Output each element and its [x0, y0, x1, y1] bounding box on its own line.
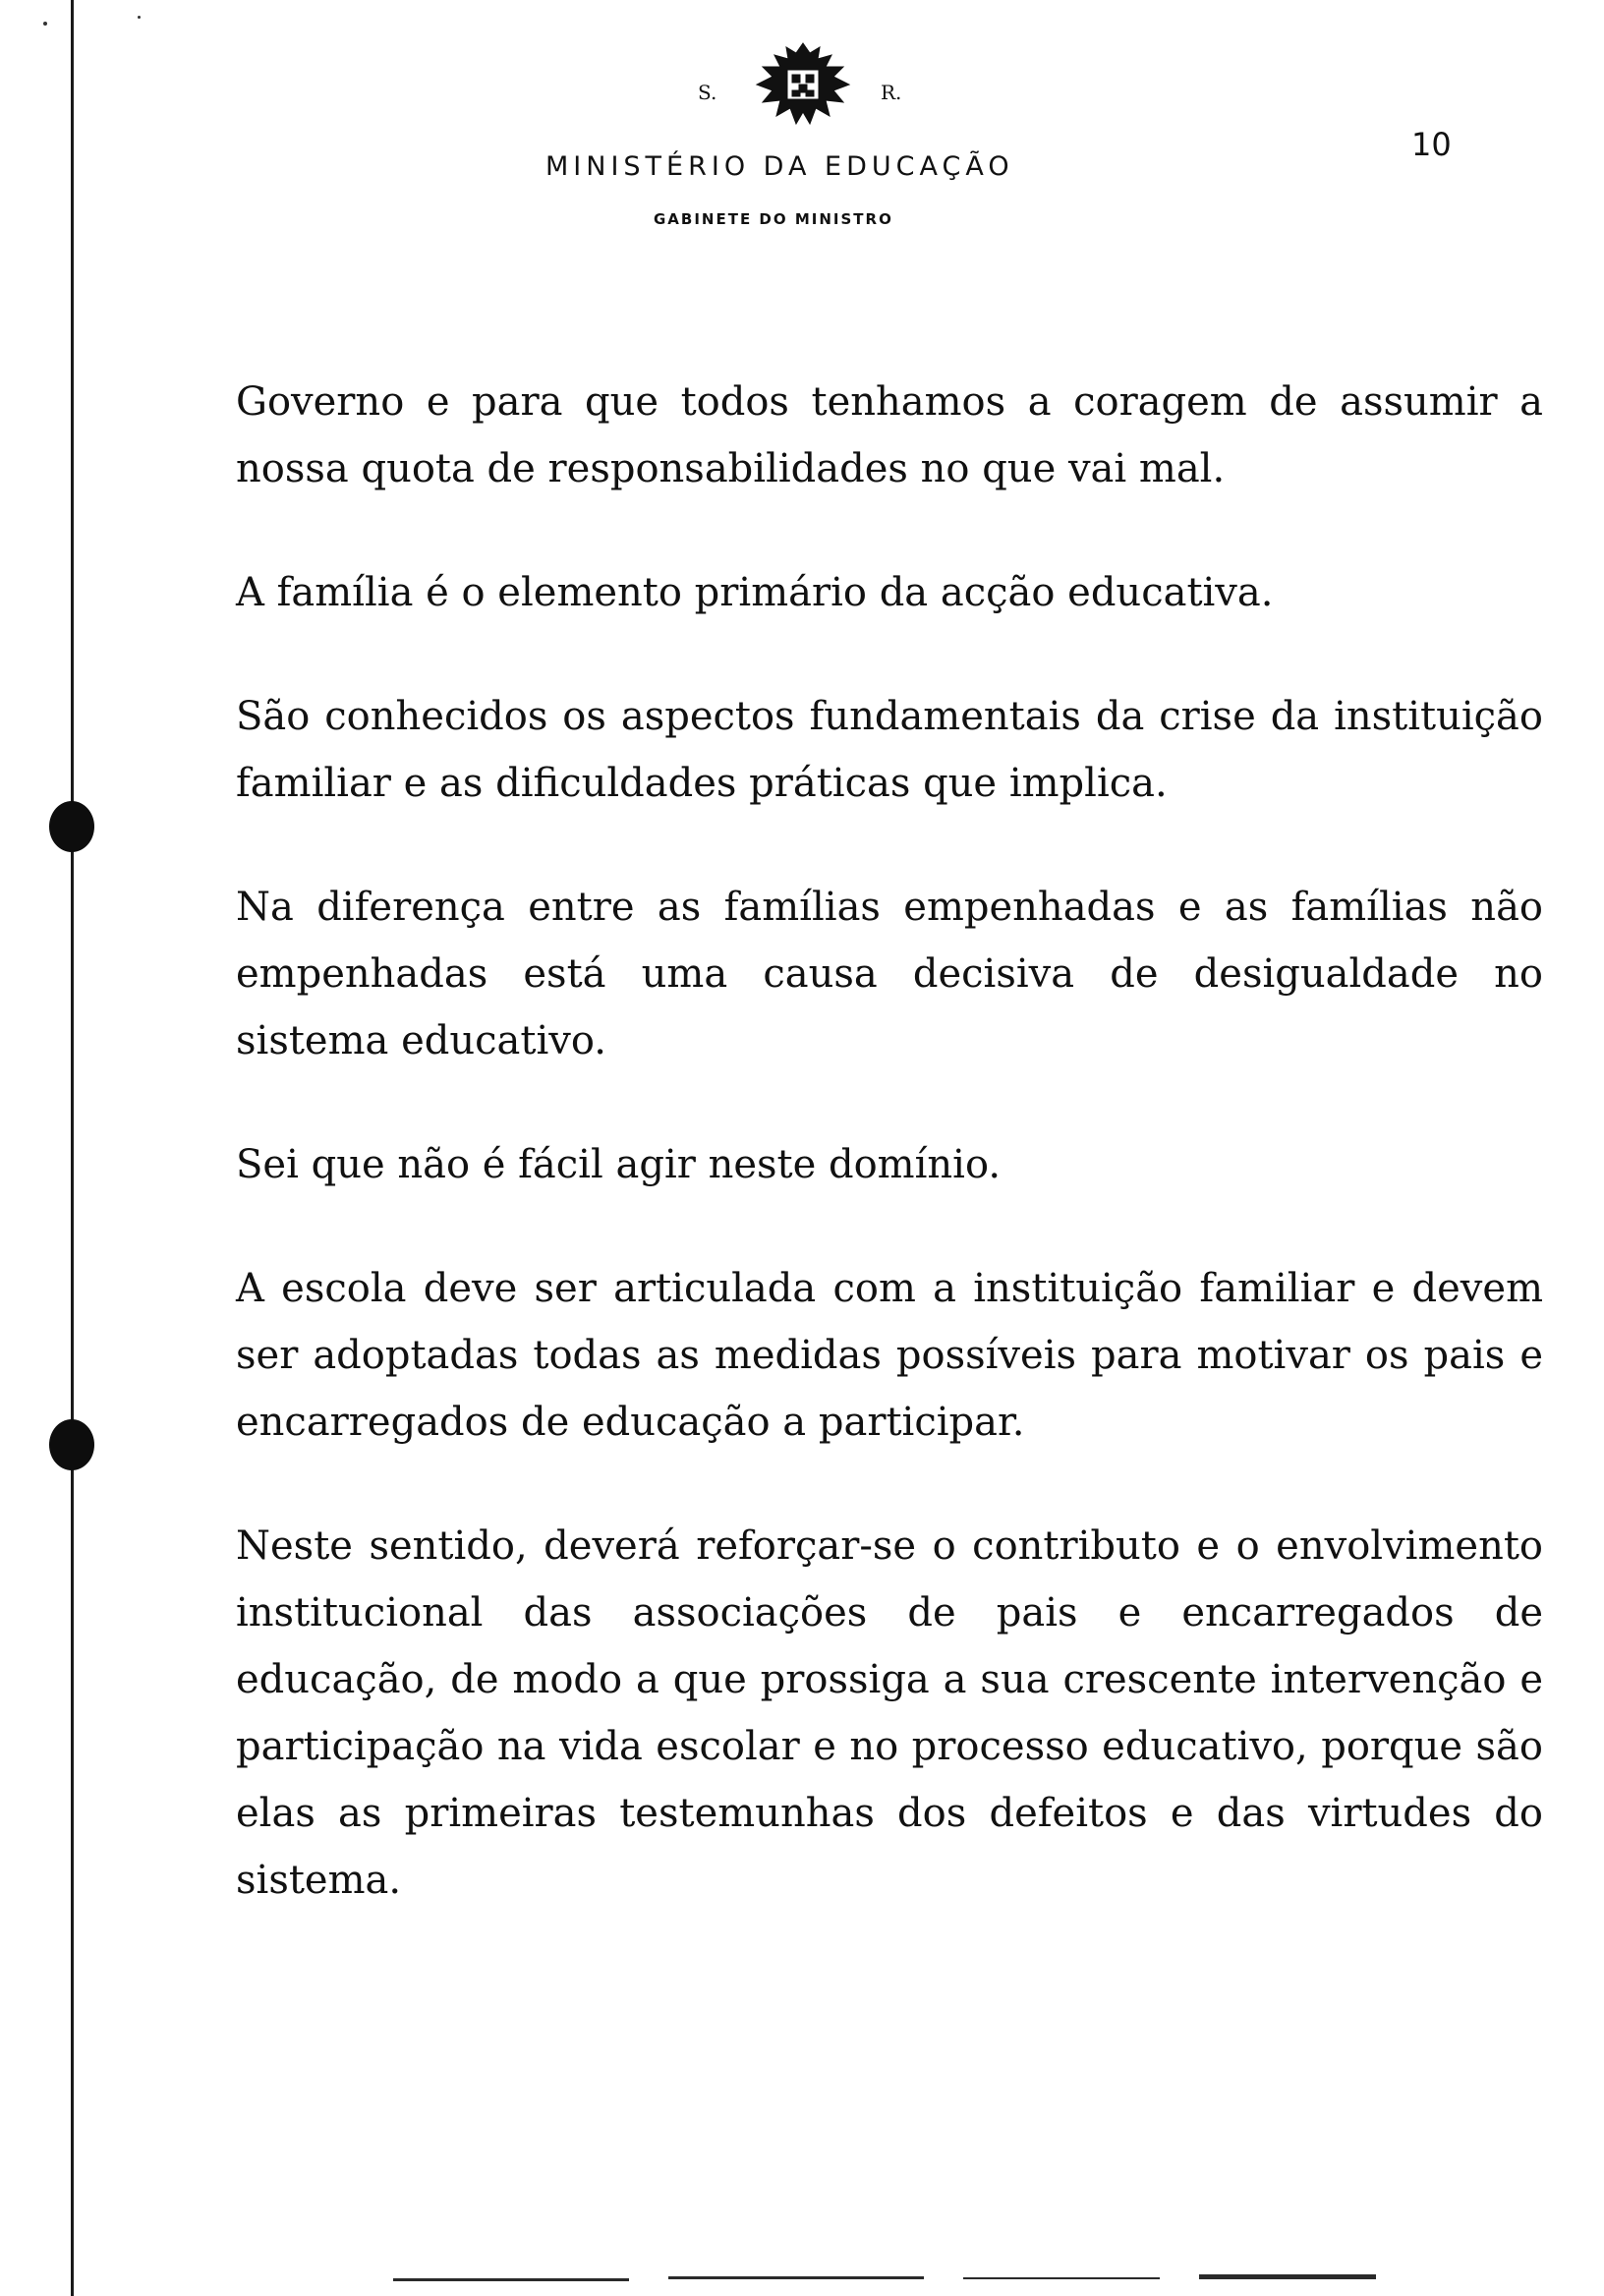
body-text [236, 369, 1543, 1971]
seal-letter-right: R. [881, 81, 902, 104]
ministry-title: MINISTÉRIO DA EDUCAÇÃO [545, 151, 1014, 182]
cabinet-subtitle: GABINETE DO MINISTRO [654, 210, 893, 228]
paragraph: São conhecidos os aspectos fundamentais da crise da instituição familiar e as dificuldades práticas que implica. [236, 694, 1543, 806]
binding-edge-line [71, 0, 74, 2296]
scan-artifact-line [963, 2277, 1160, 2279]
scan-speck [138, 16, 141, 19]
paragraph: Sei que não é fácil agir neste domínio. [236, 1142, 1002, 1187]
paragraph: A escola deve ser articulada com a instituição familiar e devem ser adoptadas todas as medidas possíveis para motivar os pais e encarregados de educação a participar. [236, 1266, 1543, 1445]
punch-hole-icon [49, 801, 94, 852]
paragraph: Governo e para que todos tenhamos a coragem de assumir a nossa quota de responsabilidades no que vai mal. [236, 379, 1543, 491]
paragraph: Na diferença entre as famílias empenhadas e as famílias não empenhadas está uma causa decisiva de desigualdade no sistema educativo. [236, 885, 1543, 1063]
seal-row [688, 39, 924, 128]
scan-artifact-line [668, 2276, 924, 2279]
letterhead [0, 39, 1604, 236]
paragraph: A família é o elemento primário da acção educativa. [236, 570, 1274, 615]
scan-artifact-line [1199, 2274, 1376, 2279]
coat-of-arms-icon [749, 39, 857, 128]
scan-artifact-line [393, 2278, 629, 2281]
punch-hole-icon [49, 1419, 94, 1470]
paragraph: Neste sentido, deverá reforçar-se o contributo e o envolvimento institucional das associações de pais e encarregados de educação, de modo a que prossiga a sua crescente intervenção e participação na vida escolar e no processo educativo, porque são elas as primeiras testemunhas dos defeitos e das virtudes do sistema. [236, 1523, 1543, 1903]
seal-letter-left: S. [698, 81, 717, 104]
scan-speck [43, 22, 47, 26]
page-number: 10 [1411, 126, 1452, 163]
